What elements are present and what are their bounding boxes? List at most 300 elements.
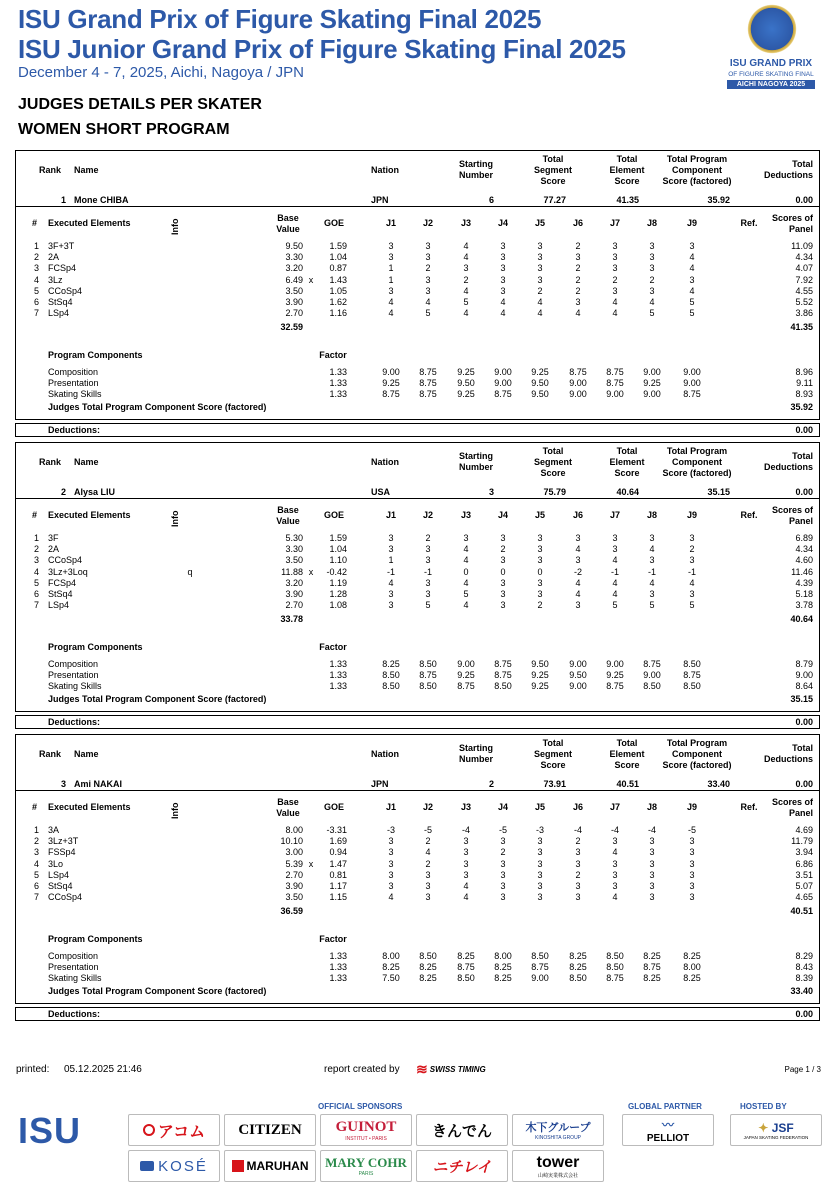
component-panel-score: 9.11: [796, 378, 813, 389]
deductions-value: 0.00: [795, 1009, 813, 1019]
nation-header: Nation: [371, 457, 399, 467]
pelliot-wave-icon: 〰: [661, 1118, 674, 1132]
judge-header: J7: [609, 802, 620, 812]
judge-score: 3: [689, 847, 695, 858]
judge-score: 2: [575, 285, 581, 296]
divider-line: [16, 206, 819, 207]
element-panel-score: 6.89: [795, 533, 813, 543]
acom-icon: [143, 1124, 155, 1136]
judge-score: -1: [647, 566, 656, 577]
element-panel-score: 11.79: [791, 836, 813, 847]
gp-logo-icon: [745, 2, 799, 56]
judge-score: 3: [537, 836, 543, 847]
judge-score: 3: [425, 544, 431, 555]
judge-score: 3: [649, 836, 655, 847]
judge-score: 4: [463, 577, 469, 588]
judge-score: -5: [687, 825, 696, 835]
factor-header: Factor: [319, 350, 347, 360]
element-total: 40.51: [790, 906, 813, 916]
global-partner-title: GLOBAL PARTNER: [628, 1102, 702, 1111]
judge-score: 3: [500, 892, 506, 903]
executed-elements-header: Executed Elements: [48, 510, 131, 520]
judge-score: 3: [649, 533, 655, 543]
component-judge-score: 8.00: [683, 962, 701, 973]
judge-score: 3: [575, 297, 581, 307]
judge-score: 4: [575, 544, 581, 555]
component-judge-score: 8.75: [683, 389, 701, 400]
judge-score: 5: [689, 600, 695, 611]
skater-nation: JPN: [371, 779, 389, 789]
judge-score: 4: [612, 892, 618, 903]
element-code: StSq4: [48, 881, 73, 891]
element-panel-score: 3.51: [795, 869, 813, 880]
judge-score: 4: [612, 847, 618, 858]
judge-score: 3: [575, 892, 581, 903]
isu-logo: ISU: [18, 1110, 82, 1151]
component-factor: 1.33: [329, 962, 347, 973]
component-judge-score: 8.25: [683, 951, 701, 961]
component-judge-score: 9.25: [606, 670, 624, 681]
element-base-value: 3.20: [285, 577, 303, 588]
executed-elements-header: Executed Elements: [48, 218, 131, 228]
element-index: 2: [33, 544, 39, 555]
component-judge-score: 8.50: [569, 973, 587, 984]
element-index: 7: [33, 600, 39, 611]
element-index: 7: [33, 308, 39, 319]
element-base-value: 3.30: [285, 252, 303, 263]
judge-score: 3: [649, 892, 655, 903]
component-panel-score: 8.96: [795, 367, 813, 377]
judge-score: 3: [689, 836, 695, 847]
judge-score: 3: [537, 577, 543, 588]
component-judge-score: 9.00: [606, 389, 624, 400]
judge-score: 3: [388, 858, 394, 869]
tes-header: Total: [616, 154, 638, 164]
tes-header-3: Score: [614, 760, 640, 770]
tpcs-header: Total Program: [666, 446, 728, 456]
jsf-star-icon: ✦: [758, 1120, 769, 1135]
judge-score: 4: [425, 847, 431, 858]
component-judge-score: 8.75: [606, 973, 624, 984]
component-judge-score: 8.50: [683, 681, 701, 692]
judge-score: 4: [388, 297, 394, 307]
element-code: LSp4: [48, 869, 70, 880]
judge-score: 4: [463, 241, 469, 251]
judge-score: 3: [537, 274, 543, 285]
judge-score: 3: [425, 577, 431, 588]
judge-score: 5: [649, 600, 655, 611]
judge-score: -1: [386, 566, 395, 577]
component-judge-score: 9.25: [457, 670, 475, 681]
element-bonus-mark: x: [308, 274, 314, 285]
component-name: Presentation: [48, 670, 99, 681]
component-panel-score: 9.00: [795, 670, 813, 681]
rank-header: Rank: [39, 457, 62, 467]
component-name: Presentation: [48, 378, 99, 389]
judge-score: 4: [388, 577, 394, 588]
judge-score: 2: [500, 544, 506, 555]
element-goe: 1.19: [329, 577, 347, 588]
judge-score: 4: [575, 577, 581, 588]
judge-header: J6: [572, 218, 583, 228]
component-judge-score: 8.75: [683, 670, 701, 681]
judge-header: J3: [460, 218, 471, 228]
element-base-value: 2.70: [285, 308, 303, 319]
judge-score: 3: [612, 263, 618, 274]
deductions-value: 0.00: [795, 717, 813, 727]
starting-number: 2: [488, 779, 494, 789]
judge-score: 3: [537, 869, 543, 880]
judge-score: 1: [388, 263, 394, 274]
element-base-value: 3.00: [285, 847, 303, 858]
judge-score: 3: [500, 600, 506, 611]
element-code: FCSp4: [48, 263, 77, 274]
component-judge-score: 9.00: [457, 659, 475, 669]
name-header: Name: [74, 165, 99, 175]
judge-score: 3: [649, 285, 655, 296]
component-panel-score: 8.39: [795, 973, 813, 984]
judge-score: 3: [388, 533, 394, 543]
tpcs-header-2: Component: [672, 457, 722, 467]
judge-score: -3: [386, 825, 395, 835]
element-panel-score: 4.65: [795, 892, 813, 903]
base-value-total: 32.59: [280, 322, 303, 332]
sponsor-nichirei: ニチレイ: [416, 1150, 508, 1182]
base-value-total: 33.78: [280, 614, 303, 624]
component-judge-score: 8.75: [643, 962, 661, 973]
total-segment-score: 77.27: [543, 195, 566, 205]
component-judge-score: 8.75: [419, 378, 437, 389]
component-judge-score: 8.75: [419, 670, 437, 681]
judge-score: 3: [500, 274, 506, 285]
judge-score: 0: [500, 566, 506, 577]
judge-score: 3: [388, 836, 394, 847]
judge-score: 3: [388, 252, 394, 263]
component-judge-score: 9.00: [494, 378, 512, 389]
judge-score: 0: [537, 566, 543, 577]
element-base-value: 3.50: [285, 555, 303, 566]
component-judge-score: 9.00: [494, 367, 512, 377]
judge-score: 4: [689, 577, 695, 588]
element-base-value: 2.70: [285, 600, 303, 611]
component-factor: 1.33: [329, 389, 347, 400]
sponsor-maruhan: MARUHAN: [224, 1150, 316, 1182]
skater-nation: JPN: [371, 195, 389, 205]
skater-rank: 1: [60, 195, 66, 205]
component-judge-score: 8.75: [382, 389, 400, 400]
component-judge-score: 8.25: [382, 962, 400, 973]
element-index: 4: [33, 858, 39, 869]
judge-score: 4: [463, 892, 469, 903]
judge-score: 3: [649, 241, 655, 251]
element-code: LSp4: [48, 308, 70, 319]
judge-score: 2: [575, 263, 581, 274]
judge-score: 2: [575, 274, 581, 285]
judge-score: -4: [610, 825, 619, 835]
judge-score: 4: [689, 285, 695, 296]
component-judge-score: 8.75: [494, 670, 512, 681]
hosted-by-title: HOSTED BY: [740, 1102, 787, 1111]
judge-score: 3: [649, 869, 655, 880]
element-panel-score: 3.86: [795, 308, 813, 319]
host-jsf: ✦ JSF JAPAN SKATING FEDERATION: [730, 1114, 822, 1146]
judge-score: 3: [575, 881, 581, 891]
judge-score: 2: [537, 285, 543, 296]
judge-header: J8: [646, 802, 657, 812]
goe-header: GOE: [323, 802, 344, 812]
element-base-value: 3.90: [285, 881, 303, 891]
element-goe: 1.08: [329, 600, 347, 611]
judge-score: -5: [498, 825, 507, 835]
element-code: CCoSp4: [48, 892, 83, 903]
component-judge-score: 8.75: [643, 659, 661, 669]
element-index: 4: [33, 274, 39, 285]
element-panel-score: 5.52: [795, 297, 813, 307]
element-base-value: 2.70: [285, 869, 303, 880]
judge-score: 3: [689, 533, 695, 543]
judges-total-pcs: 33.40: [790, 986, 813, 996]
judge-score: 5: [425, 600, 431, 611]
judge-header: J7: [609, 510, 620, 520]
element-index: 5: [33, 869, 39, 880]
judge-score: 3: [388, 241, 394, 251]
judge-score: 4: [537, 297, 543, 307]
element-total: 40.64: [790, 614, 813, 624]
deductions-row: [15, 715, 820, 729]
judge-score: 3: [463, 858, 469, 869]
judge-header: J2: [422, 802, 433, 812]
skater-nation: USA: [371, 487, 391, 497]
judge-score: 3: [425, 869, 431, 880]
judge-score: 3: [537, 533, 543, 543]
judges-total-pcs-label: Judges Total Program Component Score (factored): [48, 402, 267, 412]
element-goe: 1.47: [329, 858, 347, 869]
judge-header: J9: [686, 510, 697, 520]
judge-header: J4: [497, 802, 508, 812]
judges-total-pcs: 35.92: [790, 402, 813, 412]
judge-score: 5: [463, 589, 469, 599]
base-value-header: Base: [277, 797, 299, 807]
ref-header: Ref.: [740, 218, 758, 228]
element-index: 7: [33, 892, 39, 903]
judge-score: 3: [537, 252, 543, 263]
element-code: 3Lz: [48, 274, 63, 285]
scores-of-panel-header-2: Panel: [788, 808, 813, 818]
judge-header: J4: [497, 218, 508, 228]
element-goe: 1.17: [329, 881, 347, 891]
component-judge-score: 9.00: [683, 367, 701, 377]
element-panel-score: 4.39: [795, 577, 813, 588]
element-code: 3Lo: [48, 858, 64, 869]
judge-score: 3: [575, 533, 581, 543]
judge-header: J5: [534, 218, 545, 228]
judge-header: J8: [646, 510, 657, 520]
element-panel-score: 5.07: [795, 881, 813, 891]
component-judge-score: 8.50: [683, 659, 701, 669]
total-deductions: 0.00: [795, 487, 813, 497]
component-judge-score: 8.75: [494, 659, 512, 669]
component-name: Composition: [48, 367, 99, 377]
element-goe: 1.04: [329, 544, 347, 555]
element-goe: 1.10: [329, 555, 347, 566]
printed-label: printed:: [16, 1064, 50, 1075]
tss-header-3: Score: [540, 760, 566, 770]
judge-score: 3: [537, 544, 543, 555]
component-judge-score: 9.00: [606, 659, 624, 669]
judge-score: 3: [425, 892, 431, 903]
name-header: Name: [74, 457, 99, 467]
judge-header: J3: [460, 802, 471, 812]
tes-header: Total: [616, 446, 638, 456]
info-header: Info: [170, 218, 180, 235]
element-index: 3: [33, 263, 39, 274]
judge-score: -5: [423, 825, 432, 835]
component-panel-score: 8.43: [795, 962, 813, 973]
event-dates: December 4 - 7, 2025, Aichi, Nagoya / JPN: [18, 64, 304, 81]
program-components-header: Program Components: [48, 350, 143, 360]
component-judge-score: 8.50: [531, 951, 549, 961]
total-segment-score: 73.91: [543, 779, 566, 789]
component-judge-score: 8.75: [457, 962, 475, 973]
base-value-header: Base: [277, 505, 299, 515]
judge-score: 3: [649, 263, 655, 274]
element-code: 3F+3T: [48, 241, 75, 251]
judge-score: 5: [463, 297, 469, 307]
kose-icon: [140, 1161, 154, 1171]
element-panel-score: 11.46: [791, 566, 813, 577]
component-name: Skating Skills: [48, 389, 102, 400]
tpcs-header-3: Score (factored): [662, 176, 732, 186]
element-goe: 1.04: [329, 252, 347, 263]
element-panel-score: 11.09: [791, 241, 813, 251]
element-number-header: #: [32, 218, 38, 228]
judge-score: 4: [612, 589, 618, 599]
judge-score: 3: [425, 285, 431, 296]
judge-score: 3: [689, 241, 695, 251]
element-index: 2: [33, 836, 39, 847]
info-header: Info: [170, 802, 180, 819]
component-judge-score: 8.25: [643, 951, 661, 961]
printed-timestamp: 05.12.2025 21:46: [64, 1064, 142, 1075]
component-judge-score: 8.50: [419, 681, 437, 692]
skater-block: [15, 734, 820, 1004]
component-judge-score: 9.00: [382, 367, 400, 377]
element-index: 3: [33, 847, 39, 858]
component-judge-score: 8.75: [569, 367, 587, 377]
judge-score: 4: [649, 577, 655, 588]
component-judge-score: 9.00: [569, 659, 587, 669]
program-components-header: Program Components: [48, 642, 143, 652]
tss-header-2: Segment: [533, 165, 572, 175]
component-judge-score: 8.25: [643, 973, 661, 984]
judge-score: 4: [689, 252, 695, 263]
deductions-row: [15, 423, 820, 437]
judge-score: 3: [388, 544, 394, 555]
starting-header: Starting: [458, 743, 493, 753]
judge-score: 4: [612, 555, 618, 566]
judge-score: 3: [425, 252, 431, 263]
skater-block: [15, 150, 820, 420]
judge-score: 3: [689, 589, 695, 599]
judge-score: 3: [500, 881, 506, 891]
judge-score: 4: [388, 308, 394, 319]
factor-header: Factor: [319, 642, 347, 652]
base-value-header-2: Value: [276, 808, 300, 818]
executed-elements-header: Executed Elements: [48, 802, 131, 812]
judge-score: 4: [463, 555, 469, 566]
component-judge-score: 8.25: [419, 973, 437, 984]
component-judge-score: 9.25: [531, 670, 549, 681]
tss-header-3: Score: [540, 468, 566, 478]
element-index: 6: [33, 297, 39, 307]
event-title-1: ISU Grand Prix of Figure Skating Final 2025: [18, 4, 542, 34]
element-code: 3F: [48, 533, 59, 543]
element-info: q: [187, 566, 193, 577]
total-element-score: 40.51: [616, 779, 639, 789]
judge-score: 3: [500, 263, 506, 274]
tes-header: Total: [616, 738, 638, 748]
judge-score: 4: [649, 544, 655, 555]
judge-score: 2: [612, 274, 618, 285]
starting-header-2: Number: [458, 754, 493, 764]
judge-score: 4: [575, 589, 581, 599]
judge-score: 2: [689, 544, 695, 555]
component-judge-score: 8.50: [606, 951, 624, 961]
sponsor-kose: KOSÉ: [128, 1150, 220, 1182]
element-goe: 1.43: [329, 274, 347, 285]
total-element-score: 41.35: [616, 195, 639, 205]
judge-score: 3: [388, 881, 394, 891]
component-judge-score: 9.25: [531, 681, 549, 692]
judge-score: 4: [612, 308, 618, 319]
swiss-timing-icon: ≋: [416, 1061, 428, 1077]
deductions-value: 0.00: [795, 425, 813, 435]
component-factor: 1.33: [329, 378, 347, 389]
tes-header-3: Score: [614, 176, 640, 186]
judge-score: 3: [425, 274, 431, 285]
tss-header: Total: [542, 738, 564, 748]
element-panel-score: 4.34: [795, 544, 813, 555]
component-judge-score: 8.75: [606, 378, 624, 389]
judge-score: 3: [612, 252, 618, 263]
judge-score: -4: [647, 825, 656, 835]
goe-header: GOE: [323, 510, 344, 520]
component-judge-score: 9.25: [531, 367, 549, 377]
judge-score: 3: [500, 869, 506, 880]
element-index: 1: [33, 533, 39, 543]
judge-score: 3: [537, 555, 543, 566]
component-judge-score: 9.50: [457, 378, 475, 389]
ref-header: Ref.: [740, 510, 758, 520]
judge-score: 3: [425, 241, 431, 251]
tpcs-header: Total Program: [666, 154, 728, 164]
base-value-total: 36.59: [280, 906, 303, 916]
judge-score: 2: [500, 847, 506, 858]
skater-name: Mone CHIBA: [74, 195, 129, 205]
judge-score: 4: [575, 308, 581, 319]
partner-pelliot: 〰 PELLIOT: [622, 1114, 714, 1146]
element-panel-score: 4.69: [795, 825, 813, 835]
scores-of-panel-header: Scores of: [771, 797, 813, 807]
judge-score: 3: [575, 252, 581, 263]
tes-header-2: Element: [609, 749, 645, 759]
judge-score: 4: [612, 297, 618, 307]
element-code: 2A: [48, 544, 60, 555]
deductions-label: Deductions:: [48, 1009, 101, 1019]
judge-header: J9: [686, 218, 697, 228]
deductions-label: Deductions:: [48, 717, 101, 727]
element-goe: 0.81: [329, 869, 347, 880]
